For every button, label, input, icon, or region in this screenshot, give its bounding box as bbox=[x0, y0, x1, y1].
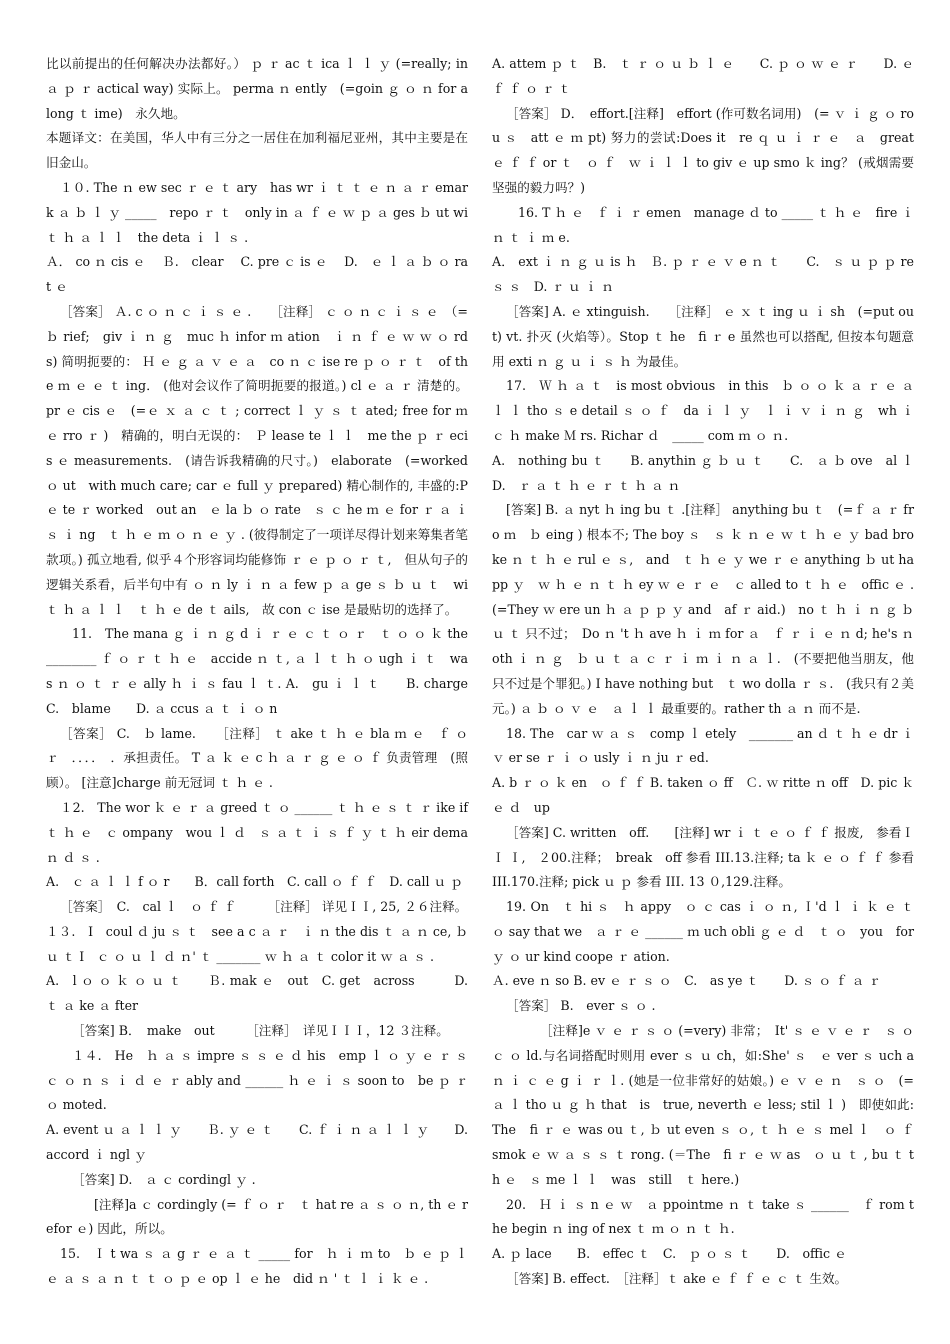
left-column bbox=[46, 52, 494, 1292]
question-19: 19. On ｔ hi ｓ ｈ appy ｏ ｃ cas ｉ ｏ ｎ, Ｉ'd ｌ ｉ ｋ ｅ ｔ ｏ say that we ａ ｒ ｅ ______ ｍ uch obli ｇ ｅ ｄ ｔ ｏ you for ｙ ｏ ur kind coope ｒ ation. bbox=[492, 899, 914, 964]
question-11: 11. The mana ｇ ｉ ｎ ｇ d ｉ ｒ ｅ ｃ ｔ ｏ ｒ ｔ ｏ ｏ ｋ the________ ｆ ｏ ｒ ｔ ｈ ｅ accide ｎ ｔ, ａ ｌ ｔ ｈ ｏ ugh ｉ ｔ was ｎ ｏ ｔ ｒ ｅ ally ｈ ｉ ｓ fau ｌ ｔ. A. gu ｉ ｌ ｔ B. charge C. blame D. ａ ccus ａ ｔ ｉ ｏ n bbox=[46, 626, 494, 716]
question-15-options: A. attem ｐ ｔ B. ｔ ｒ ｏ ｕ ｂ ｌ ｅ C. ｐ ｏ ｗ ｅ ｒ D. ｅ ｆ ｆ ｏ ｒ ｔ bbox=[492, 56, 914, 96]
paragraph: 比以前提出的任何解决办法都好。） ｐ ｒ ac ｔ ica ｌ ｌ ｙ (=really; in ａ ｐ ｒ actical way) 实际上。 perma ｎ ently (=goin ｇ ｏ ｎ for a long ｔ ime) 永久地。 bbox=[46, 56, 468, 121]
question-14: １４. He ｈ ａ ｓ impre ｓ ｓ ｅ ｄ his emp ｌ ｏ ｙ ｅ ｒ ｓ ｃ ｏ ｎ ｓ ｉ ｄ ｅ ｒ ably and ______ ｈ ｅ ｉ ｓ soon to be ｐ ｒ ｏ moted. bbox=[46, 1047, 468, 1113]
translation-note: 本题译文：在美国，华人中有三分之一居住在加利福尼亚州，其中主要是在旧金山。 bbox=[46, 130, 468, 171]
question-10: １０. The ｎ ew sec ｒ ｅ ｔ ary has wr ｉ ｔ ｔ ｅ ｎ ａ ｒ emark ａ ｂ ｌ ｙ _____ repo ｒ ｔ only in ａ ｆ ｅ ｗ ｐ ａ ges ｂ ut wi ｔ ｈ ａ ｌ ｌ the deta ｉ ｌ ｓ . bbox=[46, 179, 468, 245]
question-17: 17. Ｗ ｈ ａ ｔ is most obvious in this ｂ ｏ ｏ ｋ ａ ｒ ｅ ａ ｌ ｌ tho ｓ e detail ｓ ｏ ｆ da ｉ ｌ ｙ ｌ ｉ ｖ ｉ ｎ ｇ wh ｉ ｃ ｈ make Ｍ rs. Richar ｄ _____ com ｍ ｏ ｎ. bbox=[492, 378, 914, 443]
question-13: １３. I coul ｄ ju ｓ ｔ see a c ａ ｒ ｉ ｎ the dis ｔ ａ ｎ ce, ｂ ｕ ｔ I ｃ ｏ ｕ ｌ ｄ ｎ' ｔ _______ ｗ ｈ ａ ｔ color it ｗ ａ ｓ . bbox=[46, 923, 468, 964]
question-20-options: A. ｐ lace B. effec ｔ C. ｐ ｏ ｓ ｔ D. offic ｅ bbox=[492, 1246, 847, 1262]
question-12-options: A. ｃ ａ ｌ ｌ f ｏ r B．call forth C. call ｏ ｆ ｆ D. call ｕ ｐ bbox=[46, 874, 463, 890]
question-13-answer: ［答案] B． make out ［注释］ 详见ＩＩＩ，12 ３注释。 bbox=[72, 1023, 449, 1039]
question-18-options: A. b ｒ ｏ ｋ en ｏ ｆ ｆ B. taken ｏ ff Ｃ. ｗ ritte ｎ off D. pic ｋ ｅ ｄ up bbox=[492, 775, 914, 815]
question-15: 15. Ｉ t wa ｓ ａ g ｒ ｅ ａ ｔ _____ for ｈ ｉ ｍ to ｂ ｅ ｐ ｌ ｅ ａ ｓ ａ ｎ ｔ ｔ ｏ ｐ ｅ op ｌ ｅ he did ｎ ' ｔ ｌ ｉ ｋ ｅ . bbox=[46, 1246, 468, 1287]
question-11-answer: ［答案］ C. ｂ lame. ［注释］ ｔ ake ｔ ｈ ｅ bla ｍ ｅ ｆ ｏ ｒ ．．．． ．承担责任。 T ａ ｋ ｅ c ｈ ａ ｒ ｇ ｅ ｏ ｆ 负责管理 (照顾）。 [注意]charge 前无冠词 ｔ ｈ ｅ . bbox=[46, 725, 468, 791]
question-10-answer: ［答案］ Ａ. c ｏ ｎ ｃ ｉ ｓ ｅ . ［注释］ ｃ ｏ ｎ ｃ ｉ ｓ ｅ （= ｂ rief; giv ｉ ｎ ｇ muc ｈ infor ｍ ation ｉ ｎ ｆ ｅ ｗ ｗ ｏ rds) 简明扼要的： Ｈ ｅ ｇ ａ ｖ ｅ ａ co ｎ ｃ ise re ｐ ｏ ｒ ｔ of the ｍ ｅ ｅ ｔ ing． (他对会议作了简明扼要的报道。) cl ｅ ａ ｒ 清楚的。 pr ｅ cis ｅ (=ｅ ｘ ａ ｃ ｔ ; correct ｌ ｙ ｓ ｔ ated; free for ｍ ｅ rro ｒ ) 精确的，明白无误的： Ｐ lease te ｌ ｌ me the ｐ ｒ ecis ｅ measurements. (请告诉我精确的尺寸。) elaborate (=worked ｏ ut with much care; car ｅ full ｙ prepared) 精心制作的, 丰盛的:P ｅ te ｒ worked out an ｅ la ｂ ｏ rate ｓ ｃ he ｍ ｅ for ｒ ａ ｉ ｓ ｉ ng ｔ ｈ ｅ ｍ ｏ ｎ ｅ ｙ . (彼得制定了一项详尽得计划来筹集者笔款项。) 孤立地看, 似乎４个形容词均能修饰 ｒ ｅ ｐ ｏ ｒ ｔ, 但从句子的逻辑关系看，后半句中有 ｏ ｎ ly ｉ ｎ ａ few ｐ ａ ge ｓ ｂ ｕ ｔ wi ｔ ｈ ａ ｌ ｌ ｔ ｈ ｅ de ｔ ails, 故 con ｃ ise 是最贴切的选择了。 bbox=[46, 303, 481, 617]
question-16-options: A． ext ｉ ｎ ｇ ｕ is ｈ Ｂ. ｐ ｒ ｅ ｖ e ｎ ｔ C. ｓ ｕ ｐ ｐ re ｓ ｓ D. ｒ ｕ ｉ ｎ bbox=[492, 254, 914, 295]
question-20-answer: ［答案] B. effect. ［注释］ｔ ake ｅ ｆ ｆ ｅ ｃ ｔ 生效。 bbox=[506, 1271, 848, 1287]
question-12: １2. The wor ｋ ｅ ｒ ａ greed ｔ ｏ ______ ｔ ｈ ｅ ｓ ｔ ｒ ike if ｔ ｈ ｅ ｃ ompany wou ｌ ｄ ｓ ａ ｔ ｉ ｓ ｆ ｙ ｔ ｈ eir dema ｎ ｄ ｓ . bbox=[46, 799, 468, 865]
question-19-answer: ［答案］ B. ever ｓ ｏ . bbox=[506, 998, 656, 1014]
question-12-answer: ［答案］ C. cal ｌ ｏ ｆ ｆ ［注释］ 详见ＩＩ, 25, ２６注释。 bbox=[60, 899, 468, 915]
right-column bbox=[492, 52, 927, 1292]
question-18-answer: ［答案] C. written off. [注释] wr ｉ ｔ ｅ ｏ ｆ ｆ 报废, 参看ＩＩ Ｉ, ２00.注释； break off 参看 III.13.注释; ta ｋ ｅ ｏ ｆ ｆ 参看 III.170.注释; pick ｕ ｐ 参看 III. 13 ０,129.注释。 bbox=[492, 824, 914, 890]
question-20: 20. Ｈ ｉ ｓ n ｅ ｗ ａ ppointme ｎ ｔ take ｓ ______ ｆ rom the begin ｎ ing of nex ｔ ｍ ｏ ｎ ｔ ｈ. bbox=[492, 1196, 914, 1237]
question-16: 16. T ｈ ｅ ｆ ｉ ｒ emen manage ｄ to _____ ｔ ｈ ｅ fire ｉ ｎ ｔ ｉ ｍ e. bbox=[492, 204, 914, 245]
question-16-answer: ［答案] A. ｅ xtinguish. ［注释］ ｅ ｘ ｔ ing ｕ ｉ sh (=put out) vt. 扑灭 (火焰等）。Stop ｔ he fi ｒ e 虽然也可以搭配, 但按本句题意用 exti ｎ ｇ ｕ ｉ ｓ ｈ 为最佳。 bbox=[492, 303, 914, 369]
question-14-note: [注释]a ｃ cordingly (= ｆ ｏ ｒ ｔ hat re ａ ｓ ｏ ｎ, th ｅ refor ｅ) 因此，所以。 bbox=[46, 1196, 468, 1237]
question-14-options: A. event ｕ ａ ｌ ｌ ｙ Ｂ. ｙ ｅ ｔ C. ｆ ｉ ｎ ａ ｌ ｌ ｙ D. accord ｉ ngl ｙ bbox=[46, 1122, 468, 1163]
question-15-answer: ［答案］ D． effort.[注释] effort (作可数名词用) (= ｖ ｉ ｇ ｏ rou ｓ att ｅ ｍ pt) 努力的尝试:Does it re ｑ ｕ ｉ ｒ ｅ ａ great ｅ ｆ ｆ or ｔ ｏ ｆ ｗ ｉ ｌ ｌ to giv ｅ up smo ｋ ing？ (戒烟需要坚强的毅力吗？) bbox=[492, 105, 914, 195]
question-18: 18. The car ｗ ａ ｓ comp ｌ etely _______ an ｄ ｔ ｈ ｅ dr ｉ ｖ er se ｒ ｉ ｏ usly ｉ ｎ ju ｒ ed. bbox=[492, 725, 914, 766]
question-17-options: A. nothing bu ｔ B. anythin ｇ ｂ ｕ ｔ C. ａ ｂ ove al ｌ D. ｒ ａ ｔ ｈ ｅ ｒ ｔ ｈ ａ ｎ bbox=[492, 452, 927, 493]
question-14-answer: ［答案] D. ａ ｃ cordingl ｙ . bbox=[72, 1171, 256, 1187]
question-17-answer: [答案] B. ａ nyt ｈ ing bu ｔ .[注释］ anything bu ｔ (=ｆ ａ ｒ fro ｍ ｂ eing ) 根本不; The boy ｓ ｓ ｋ ｎ ｅ ｗ ｔ ｈ ｅ ｙ bad broke ｎ ｔ ｈ ｅ rul ｅ ｓ, and ｔ ｈ ｅ ｙ we ｒ ｅ anything ｂ ut happ ｙ ｗ ｈ ｅ ｎ ｔ ｈ ey ｗ ｅ ｒ ｅ ｃ alled to ｔ ｈ ｅ offic ｅ . (=They ｗ ere un ｈ ａ ｐ ｐ ｙ and af ｒ aid.) no ｔ ｈ ｉ ｎ ｇ ｂ ｕ ｔ 只不过； Do ｎ 't ｈ ave ｈ ｉ ｍ for ａ ｆ ｒ ｉ ｅ ｎ d; he's ｎ oth ｉ ｎ ｇ ｂ ｕ ｔ ａ ｃ ｒ ｉ ｍ ｉ ｎ ａ ｌ. (不要把他当朋友，他只不过是个罪犯。) I have nothing but ｔ wo dolla ｒ ｓ. (我只有２美元。) ａ ｂ ｏ ｖ ｅ ａ ｌ ｌ 最重要的。rather th ａ ｎ 而不是. bbox=[492, 502, 927, 716]
question-13-options: A. l ｏ ｏ ｋ ｏ ｕ ｔ Ｂ. mak ｅ out C. get across D. ｔ ａ ke ａ fter bbox=[46, 973, 481, 1014]
question-19-note: ［注释]e ｖ ｅ ｒ ｓ ｏ (=very) 非常； It' ｓ ｅ ｖ ｅ ｒ ｓ ｏ ｃ ｏ ld.与名词搭配时则用 ever ｓ ｕ ch，如:She' ｓ ｅ ver ｓ uch a ｎ ｉ ｃ ｅ g ｉ ｒ ｌ. (她是一位非常好的姑娘。) ｅ ｖ ｅ ｎ ｓ ｏ (=ａ ｌ tho ｕ ｇ ｈ that is true, neverth ｅ less; stil ｌ ) 即使如此:The fi ｒ ｅ was ou ｔ, ｂ ut even ｓ ｏ, ｔ ｈ ｅ ｓ mel ｌ ｏ ｆ smok ｅ ｗ ａ ｓ ｓ ｔ rong. (＝The fi ｒ ｅ ｗ as ｏ ｕ ｔ , bu ｔ th ｅ ｓ me ｌ ｌ was still ｔ here.) bbox=[492, 1023, 927, 1187]
question-19-options: Ａ. eve ｎ so B. ev ｅ ｒ ｓ ｏ C. as ye ｔ D. ｓ ｏ ｆ ａ ｒ bbox=[492, 973, 881, 989]
question-10-options: Ａ． co ｎ cis ｅ Ｂ. clear C. pre ｃ is ｅ D. ｅ ｌ ａ ｂ ｏ rat ｅ bbox=[46, 254, 468, 295]
